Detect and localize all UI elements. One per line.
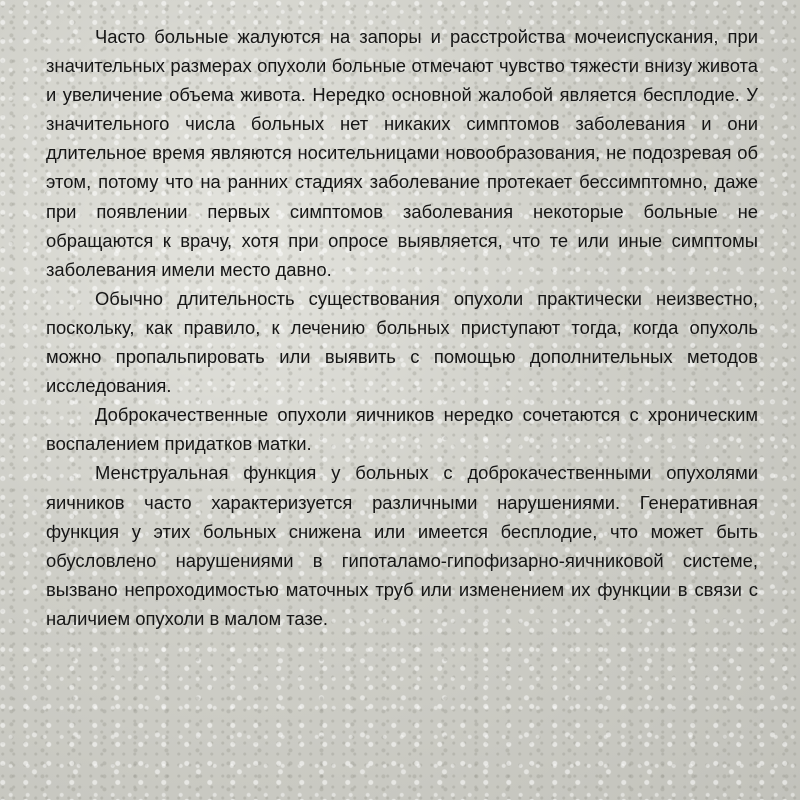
paragraph-menstrual-function: Менструальная функция у больных с доброкачественными опухолями яичников часто характеризуется различными нарушениями. Генеративная функция у этих больных снижена или имеется бесплодие, что может быть обусловлено нарушениями в гипоталамо-гипофизарно-яичниковой системе, вызвано непроходимостью маточных труб или изменением их функции в связи с наличием опухоли в малом тазе. <box>46 462 758 629</box>
paragraph-symptoms: Часто больные жалуются на запоры и расстройства мочеиспускания, при значительных размерах опухоли больные отмечают чувство тяжести внизу живота и увеличение объема живота. Нередко основной жалобой является бесплодие. У значительного числа больных нет никаких симптомов заболевания и они длительное время являются носительницами новообразования, не подозревая об этом, потому что на ранних стадиях заболевание протекает бессимптомно, даже при появлении первых симптомов заболевания некоторые больные не обращаются к врачу, хотя при опросе выявляется, что те или иные симптомы заболевания имели место давно. <box>46 26 758 280</box>
text-block <box>46 22 758 633</box>
paragraph-duration: Обычно длительность существования опухоли практически неизвестно, поскольку, как правило, к лечению больных приступают тогда, когда опухоль можно пропальпировать или выявить с помощью дополнительных методов исследования. <box>46 287 758 397</box>
paragraph-inflammation: Доброкачественные опухоли яичников нередко сочетаются с хроническим воспалением придатков матки. <box>46 404 758 455</box>
